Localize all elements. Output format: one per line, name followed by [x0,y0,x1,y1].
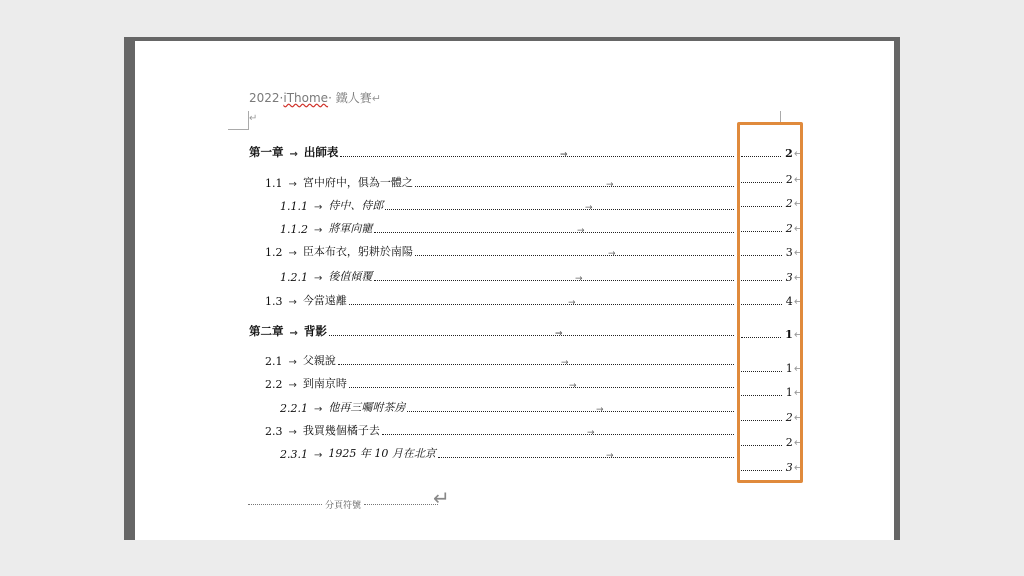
tab-arrow-icon: → [314,225,323,236]
page-break [248,497,438,511]
toc-entry[interactable] [249,321,736,339]
tab-arrow-icon: → [288,297,297,308]
paragraph-mark-icon: ↵ [793,461,803,474]
toc-entry-number: 1.1.1 [280,200,308,213]
page-number-highlight [737,122,803,483]
toc-page-number: 2 [785,147,793,160]
enter-icon: ↵ [433,486,450,510]
toc-entry-title: 父親說 [302,354,336,367]
toc-entry-number: 1.1.2 [280,223,308,236]
paragraph-mark-icon: ↵ [793,271,803,284]
tab-mark-icon: → [606,180,614,190]
toc-page-number: 2 [785,197,793,210]
toc-page-number: 4 [785,295,793,308]
toc-entry[interactable] [280,397,736,415]
toc-entry-number: 2.2.1 [280,402,308,415]
toc-entry-title: 將軍向寵 [328,222,373,235]
toc-entry-number: 2.1 [265,355,283,368]
tab-arrow-icon: → [314,404,323,415]
dot-leader [374,226,734,236]
paragraph-mark-icon: ↵ [249,113,258,124]
toc-page-number: 2 [785,436,793,449]
tab-mark-icon: → [568,298,576,308]
toc-entry-title: 今當遠離 [302,294,347,307]
header-prefix: 2022 [249,91,280,105]
toc-entry-title: 我買幾個橘子去 [302,424,380,437]
tab-arrow-icon: → [289,149,298,160]
toc-page-number: 3 [785,271,793,284]
toc-entry-number: 1.1 [265,177,283,190]
toc-entry[interactable] [280,195,736,213]
paragraph-mark-icon: ↵ [793,411,803,424]
crop-mark-left [228,129,248,130]
paragraph-mark-icon: ↵ [793,362,803,375]
toc-entry-title: 出師表 [303,145,339,159]
toc-entry-number: 1.2.1 [280,271,308,284]
tab-mark-icon: → [596,405,604,415]
toc-page-number: 1 [785,386,793,399]
page-break-label: 分頁符號 [325,500,362,511]
toc-page-number: 2 [785,173,793,186]
paragraph-mark-icon: ↵ [793,173,803,186]
dot-leader [349,298,734,308]
toc-page-number: 2 [785,411,793,424]
toc-entry-number: 第二章 [249,324,284,338]
dot-leader [329,329,734,339]
page-break-line [364,504,438,505]
tab-mark-icon: → [555,329,563,339]
toc-entry-number: 2.3.1 [280,448,308,461]
paragraph-mark-icon: ↵ [793,147,803,160]
toc-entry-title: 背影 [303,324,327,338]
dot-leader [340,150,734,160]
tab-mark-icon: → [585,203,593,213]
paragraph-mark-icon: ↵ [793,295,803,308]
tab-arrow-icon: → [288,357,297,368]
dot-leader [407,405,734,415]
toc-entry[interactable] [265,241,736,259]
dot-leader [382,428,734,438]
paragraph-mark-icon: ↵ [793,222,803,235]
tab-mark-icon: → [606,451,614,461]
header-brand: iThome [283,91,329,105]
tab-mark-icon: → [560,150,568,160]
toc-page-number: 1 [785,362,793,375]
toc-entry[interactable] [280,443,736,461]
tab-arrow-icon: → [288,380,297,391]
paragraph-mark-icon: ↵ [793,386,803,399]
dot-leader [385,203,734,213]
tab-arrow-icon: → [289,328,298,339]
tab-mark-icon: → [577,226,585,236]
toc-entry[interactable] [265,373,736,391]
toc-entry-title: 1925 年 10 月在北京 [328,447,436,460]
toc-entry[interactable] [280,266,736,284]
dot-leader [349,381,734,391]
toc-entry-title: 宮中府中，俱為一體之 [302,176,413,189]
tab-arrow-icon: → [288,248,297,259]
tab-arrow-icon: → [314,273,323,284]
toc-entry-number: 1.3 [265,295,283,308]
toc-entry-number: 2.2 [265,378,283,391]
toc-entry[interactable] [265,420,736,438]
tab-arrow-icon: → [288,427,297,438]
toc-page-number: 3 [785,461,793,474]
paragraph-mark-icon: ↵ [793,197,803,210]
toc-entry[interactable] [280,218,736,236]
toc-entry-title: 他再三囑咐茶房 [328,401,406,414]
header-suffix: 鐵人賽 [335,91,372,105]
dot-leader [415,180,734,190]
toc-page-number: 3 [785,246,793,259]
tab-mark-icon: → [561,358,569,368]
toc-entry[interactable] [265,172,736,190]
paragraph-mark-icon: ↵ [371,92,381,105]
dot-leader [438,451,734,461]
toc-entry[interactable] [265,350,736,368]
paragraph-mark-icon: ↵ [793,246,803,259]
tab-arrow-icon: → [314,202,323,213]
tab-arrow-icon: → [288,179,297,190]
toc-entry[interactable] [249,142,736,160]
toc-entry-number: 1.2 [265,246,283,259]
dot-leader [374,274,734,284]
toc-entry-title: 臣本布衣，躬耕於南陽 [302,245,413,258]
tab-mark-icon: → [569,381,577,391]
toc-entry-title: 後值傾覆 [328,270,373,283]
page-header: 2022·iThome· 鐵人賽↵ [249,91,381,105]
toc-page-number: 2 [785,222,793,235]
toc-entry-number: 第一章 [249,145,284,159]
dot-leader [338,358,734,368]
tab-mark-icon: → [608,249,616,259]
toc-entry[interactable] [265,290,736,308]
tab-arrow-icon: → [314,450,323,461]
tab-mark-icon: → [587,428,595,438]
dot-leader [415,249,734,259]
toc-entry-title: 到南京時 [302,377,347,390]
toc-page-number: 1 [785,328,793,341]
toc-entry-number: 2.3 [265,425,283,438]
paragraph-mark-icon: ↵ [793,436,803,449]
paragraph-mark-icon: ↵ [793,328,803,341]
toc-entry-title: 侍中、侍郎 [328,199,384,212]
page-break-line [248,504,322,505]
tab-mark-icon: → [575,274,583,284]
